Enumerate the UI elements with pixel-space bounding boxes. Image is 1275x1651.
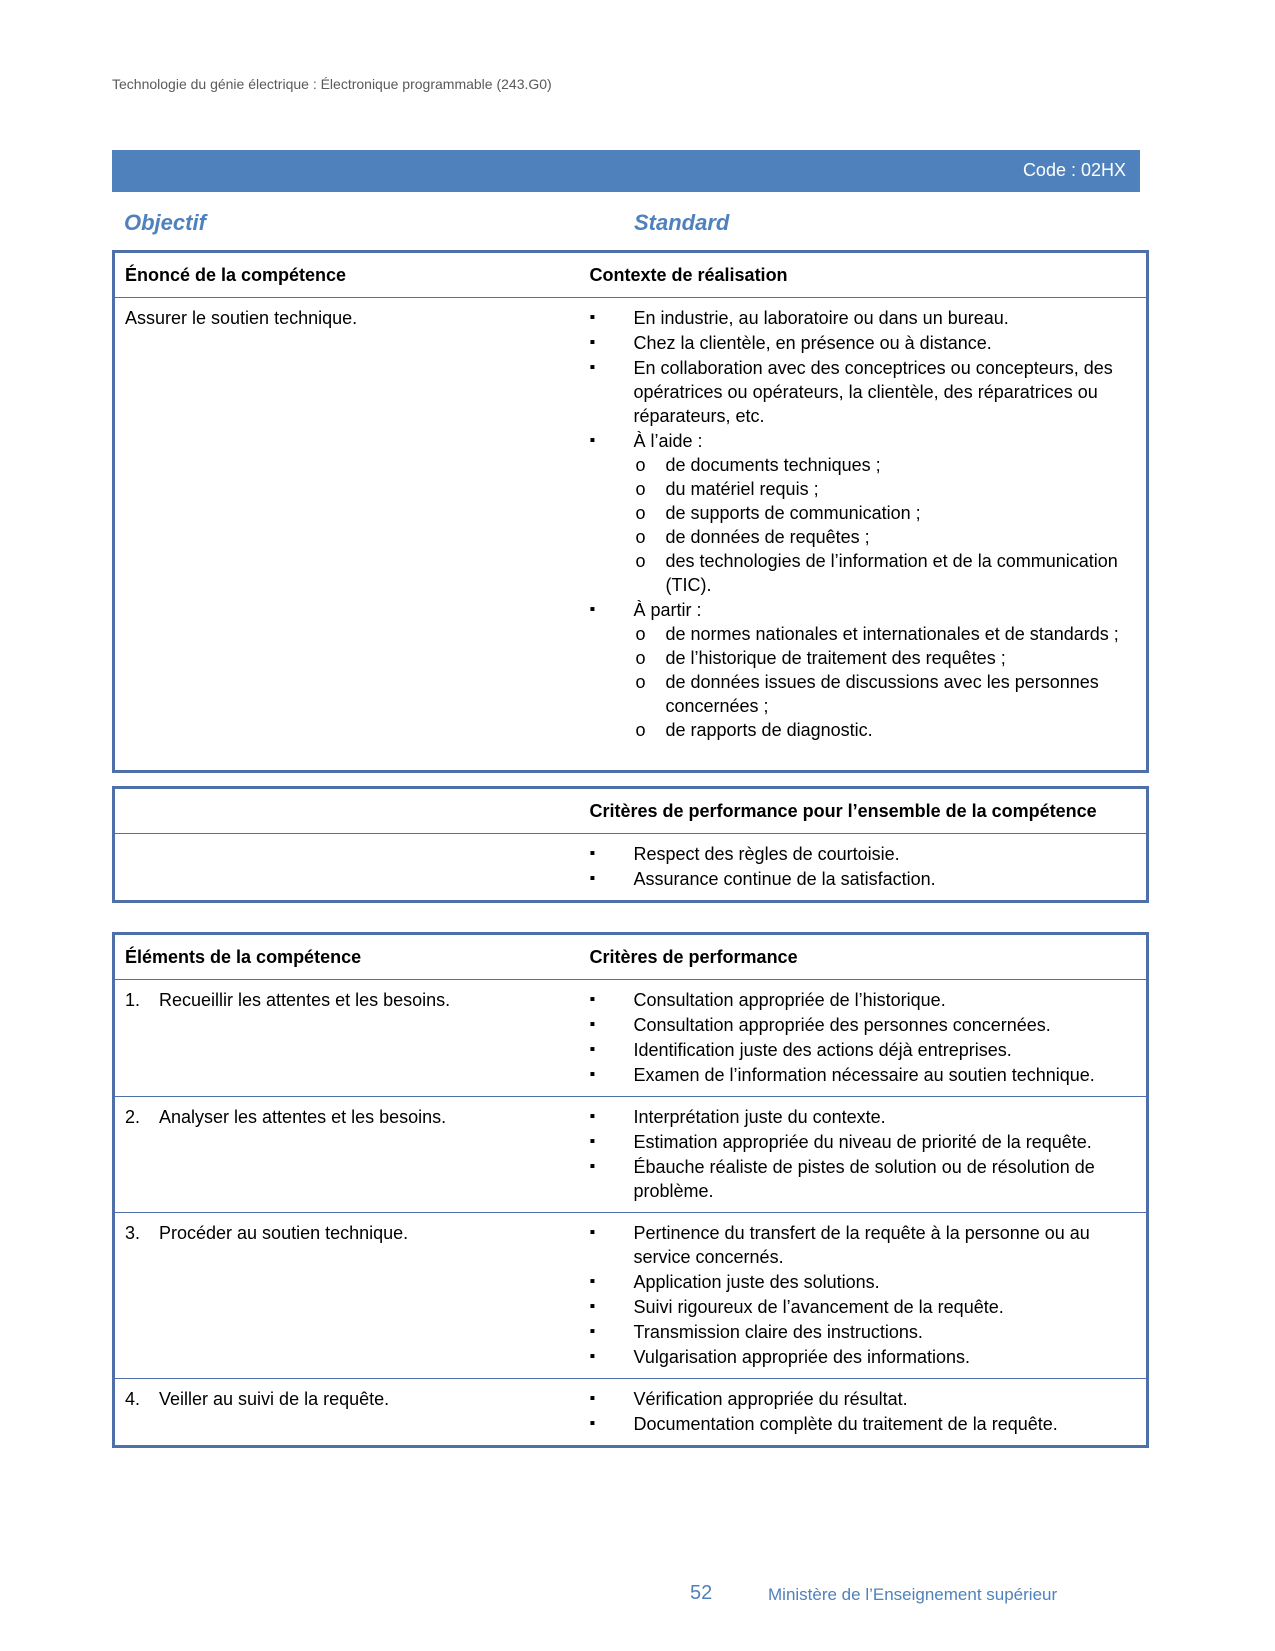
list-item: ▪ Transmission claire des instructions. xyxy=(590,1320,1137,1344)
element-cell xyxy=(114,1213,580,1379)
criteria-cell xyxy=(580,980,1148,1097)
list-item xyxy=(590,429,1137,597)
table-row xyxy=(114,1097,1148,1213)
list-item: ▪ Chez la clientèle, en présence ou à distance. xyxy=(590,331,1137,355)
criteria-list xyxy=(590,1387,1137,1436)
list-item: ▪ En industrie, au laboratoire ou dans un bureau. xyxy=(590,306,1137,330)
list-item: ▪ Vérification appropriée du résultat. xyxy=(590,1387,1137,1411)
sub-list xyxy=(634,453,1137,597)
list-item: ▪ Interprétation juste du contexte. xyxy=(590,1105,1137,1129)
overall-criteria-cell xyxy=(580,834,1148,902)
list-item: ▪ Vulgarisation appropriée des informations. xyxy=(590,1345,1137,1369)
list-item-label: À partir : xyxy=(633,600,702,620)
context-cell xyxy=(580,298,1148,772)
overall-criteria-list xyxy=(590,842,1137,891)
element-number: 4. xyxy=(125,1389,141,1409)
criteria-cell xyxy=(580,1213,1148,1379)
list-item: ▪ Examen de l’information nécessaire au soutien technique. xyxy=(590,1063,1137,1087)
list-item-label: À l’aide : xyxy=(633,431,703,451)
sub-list-item: o du matériel requis ; xyxy=(634,477,1137,501)
sub-list-item: o de normes nationales et internationales et de standards ; xyxy=(634,622,1137,646)
criteria-cell xyxy=(580,1097,1148,1213)
element-number: 2. xyxy=(125,1107,141,1127)
empty-cell xyxy=(114,788,580,834)
element-label: Veiller au suivi de la requête. xyxy=(159,1389,390,1409)
sub-list-item: o de rapports de diagnostic. xyxy=(634,718,1137,742)
ministry-name: Ministère de l’Enseignement supérieur xyxy=(768,1585,1058,1604)
sub-list-item: o de données issues de discussions avec les personnes concernées ; xyxy=(634,670,1137,718)
overall-criteria-table xyxy=(112,786,1149,903)
table-row xyxy=(114,1213,1148,1379)
running-header: Technologie du génie électrique : Électronique programmable (243.G0) xyxy=(112,76,552,92)
list-item: ▪ Pertinence du transfert de la requête à la personne ou au service concernés. xyxy=(590,1221,1137,1269)
page-footer xyxy=(0,1582,1275,1606)
statement-header: Énoncé de la compétence xyxy=(114,252,580,298)
element-cell xyxy=(114,1097,580,1213)
list-item: ▪ Identification juste des actions déjà entreprises. xyxy=(590,1038,1137,1062)
list-item: ▪ Ébauche réaliste de pistes de solution ou de résolution de problème. xyxy=(590,1155,1137,1203)
sub-list-item: o de supports de communication ; xyxy=(634,501,1137,525)
list-item: ▪ Estimation appropriée du niveau de priorité de la requête. xyxy=(590,1130,1137,1154)
competency-code: Code : 02HX xyxy=(1022,160,1126,180)
list-item: ▪ Suivi rigoureux de l’avancement de la requête. xyxy=(590,1295,1137,1319)
empty-cell xyxy=(114,834,580,902)
context-list xyxy=(590,306,1137,742)
sub-list xyxy=(634,622,1137,742)
criteria-list xyxy=(590,1221,1137,1369)
element-number: 1. xyxy=(125,990,141,1010)
elements-header: Éléments de la compétence xyxy=(114,934,580,980)
objective-heading: Objectif xyxy=(124,210,206,235)
statement-context-table xyxy=(112,250,1149,773)
element-label: Analyser les attentes et les besoins. xyxy=(159,1107,447,1127)
list-item: ▪ Consultation appropriée des personnes concernées. xyxy=(590,1013,1137,1037)
sub-list-item: o de l’historique de traitement des requêtes ; xyxy=(634,646,1137,670)
criteria-cell xyxy=(580,1379,1148,1447)
overall-criteria-header: Critères de performance pour l’ensemble de la compétence xyxy=(580,788,1148,834)
criteria-list xyxy=(590,1105,1137,1203)
criteria-header: Critères de performance xyxy=(580,934,1148,980)
context-header: Contexte de réalisation xyxy=(580,252,1148,298)
section-headings xyxy=(112,208,1140,238)
page-number: 52 xyxy=(690,1582,713,1604)
elements-criteria-table xyxy=(112,932,1149,1448)
element-cell xyxy=(114,1379,580,1447)
list-item: ▪ Assurance continue de la satisfaction. xyxy=(590,867,1137,891)
competency-statement: Assurer le soutien technique. xyxy=(114,298,580,772)
list-item: ▪ Consultation appropriée de l’historique. xyxy=(590,988,1137,1012)
element-label: Procéder au soutien technique. xyxy=(159,1223,409,1243)
code-bar xyxy=(112,150,1140,192)
list-item xyxy=(590,598,1137,742)
element-cell xyxy=(114,980,580,1097)
list-item: ▪ Documentation complète du traitement de la requête. xyxy=(590,1412,1137,1436)
sub-list-item: o de documents techniques ; xyxy=(634,453,1137,477)
sub-list-item: o de données de requêtes ; xyxy=(634,525,1137,549)
sub-list-item: o des technologies de l’information et de la communication (TIC). xyxy=(634,549,1137,597)
list-item: ▪ En collaboration avec des conceptrices ou concepteurs, des opératrices ou opérateurs, la clientèle, des réparatrices ou réparateurs, etc. xyxy=(590,356,1137,428)
criteria-list xyxy=(590,988,1137,1087)
list-item: ▪ Respect des règles de courtoisie. xyxy=(590,842,1137,866)
standard-heading: Standard xyxy=(634,210,730,235)
table-row xyxy=(114,980,1148,1097)
table-row xyxy=(114,1379,1148,1447)
element-label: Recueillir les attentes et les besoins. xyxy=(159,990,451,1010)
element-number: 3. xyxy=(125,1223,141,1243)
list-item: ▪ Application juste des solutions. xyxy=(590,1270,1137,1294)
